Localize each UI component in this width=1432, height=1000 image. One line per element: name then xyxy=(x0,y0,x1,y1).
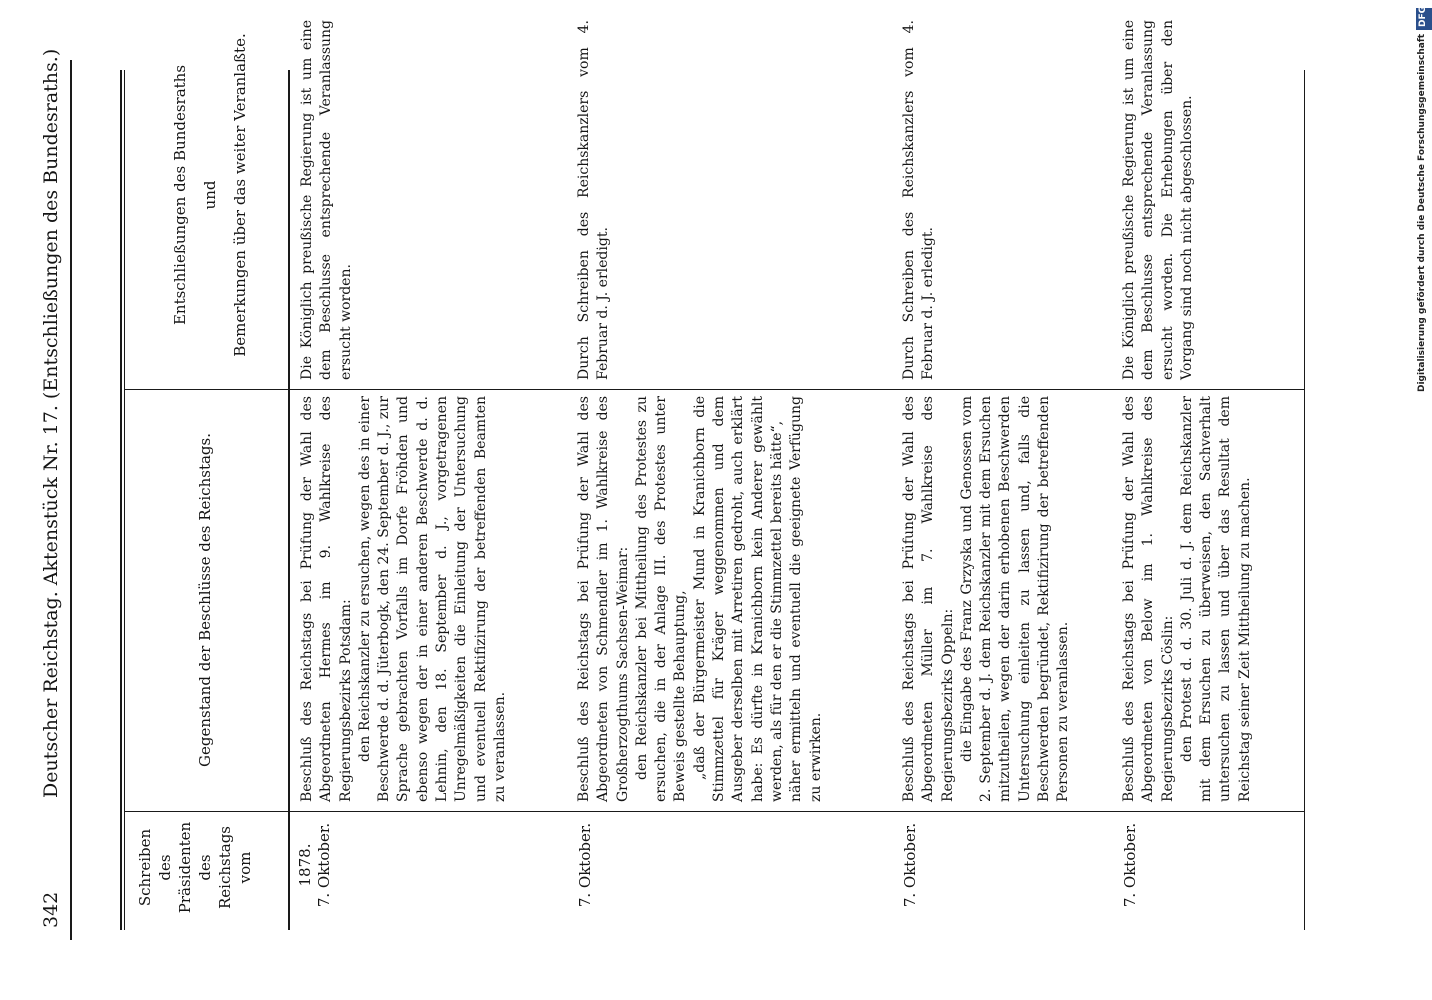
credit-strip xyxy=(1416,0,1432,1000)
entry-date: 7. Oktober. xyxy=(576,822,594,908)
entry-subject: Beschluß des Reichstags bei Prüfung der Wahl des Abgeordneten Müller im 7. Wahlkreise des Regierungsbezirks Oppeln: die Eingabe des Franz Grzyska und Genossen vom 2. September d. J. dem Reichskanzler mit dem Ersuchen mitzutheilen, wegen der darin erhobenen Beschwerden Untersuchung einleiten zu lassen und, falls die Beschwerden begründet, Rektifizirung der betreffenden Personen zu veranlassen. xyxy=(901,396,1072,802)
page-title: Deutscher Reichstag. Aktenstück Nr. 17. (Entschließungen des Bundesraths.) xyxy=(40,48,62,798)
entry-year: 1878. xyxy=(296,843,314,887)
date-column-header: Schreiben des Präsidenten des Reichstags vom xyxy=(136,821,254,914)
entry-decision: Die Königlich preußische Regierung ist um eine dem Beschlusse entsprechende Veranlassung ersucht worden. xyxy=(299,20,354,380)
entry-decision: Durch Schreiben des Reichskanzlers vom 4. Februar d. J. erledigt. xyxy=(576,20,612,380)
entry-decision: Die Königlich preußische Regierung ist um eine dem Beschlusse entsprechende Veranlassung ersucht worden. Die Erhebungen über den Vorgang sind noch nicht abgeschlossen. xyxy=(1121,20,1195,380)
dfg-logo: DFG xyxy=(1416,8,1432,30)
header-rule xyxy=(70,60,72,940)
entry-date: 7. Oktober. xyxy=(901,822,919,908)
column-header-bottom-rule xyxy=(288,70,290,930)
table-bottom-rule xyxy=(1304,70,1305,930)
credit-text: Digitalisierung gefördert durch die Deutsche Forschungsgemeinschaft xyxy=(1417,33,1427,392)
subject-column-header: Gegenstand der Beschlüsse des Reichstags. xyxy=(196,433,214,767)
entry-subject: Beschluß des Reichstags bei Prüfung der Wahl des Abgeordneten von Below im 1. Wahlkreise des Regierungsbezirks Cöslin: den Protest d. d. 30. Juli d. J. dem Reichskanzler mit dem Ersuchen zu überweisen, den Sachverhalt untersuchen zu lassen und über das Resultat dem Reichstag seiner Zeit Mittheilung zu machen. xyxy=(1121,396,1253,802)
page-number: 342 xyxy=(40,891,62,928)
page-header xyxy=(40,48,64,948)
entry-subject: Beschluß des Reichstags bei Prüfung der Wahl des Abgeordneten Hermes im 9. Wahlkreise des Regierungsbezirks Potsdam: den Reichskanzler zu ersuchen, wegen des in einer Beschwerde d. d. Jüterbogk, den 24. September d. J., zur Sprache gebrachten Vorfalls im Dorfe Fröhden und ebenso wegen der in einer anderen Beschwerde d. d. Lehnin, den 18. September d. J., vorgetragenen Unregelmäßigkeiten die Einleitung der Untersuchung und eventuell Rektifizirung der betreffenden Beamten zu veranlassen. xyxy=(299,396,508,802)
entry-date: 7. Oktober. xyxy=(1121,822,1139,908)
table-top-rule xyxy=(120,70,122,930)
entry-subject: Beschluß des Reichstags bei Prüfung der Wahl des Abgeordneten von Schmendler im 1. Wahlkreise des Großherzogthums Sachsen-Weimar: den Reichskanzler bei Mittheilung des Protestes zu ersuchen, die in der Anlage III. des Protestes unter Beweis gestellte Behauptung, „daß der Bürgermeister Mund in Kranichborn die Stimmzettel für Kräger weggenommen und dem Ausgeber derselben mit Arretiren gedroht, auch erklärt habe: Es dürfte in Kranichborn kein Anderer gewählt werden, als für den er die Stimmzettel bereits hätte“, näher ermitteln und eventuell die geeignete Verfügung zu erwirken. xyxy=(576,396,824,802)
table-top-rule-2 xyxy=(124,70,125,930)
entry-decision: Durch Schreiben des Reichskanzlers vom 4. Februar d. J. erledigt. xyxy=(901,20,937,380)
entry-date: 7. Oktober. xyxy=(315,822,333,908)
decision-column-header: Entschließungen des Bundesraths und Bemerkungen über das weiter Veranlaßte. xyxy=(171,33,249,357)
divider-subject-decision xyxy=(124,389,1304,390)
